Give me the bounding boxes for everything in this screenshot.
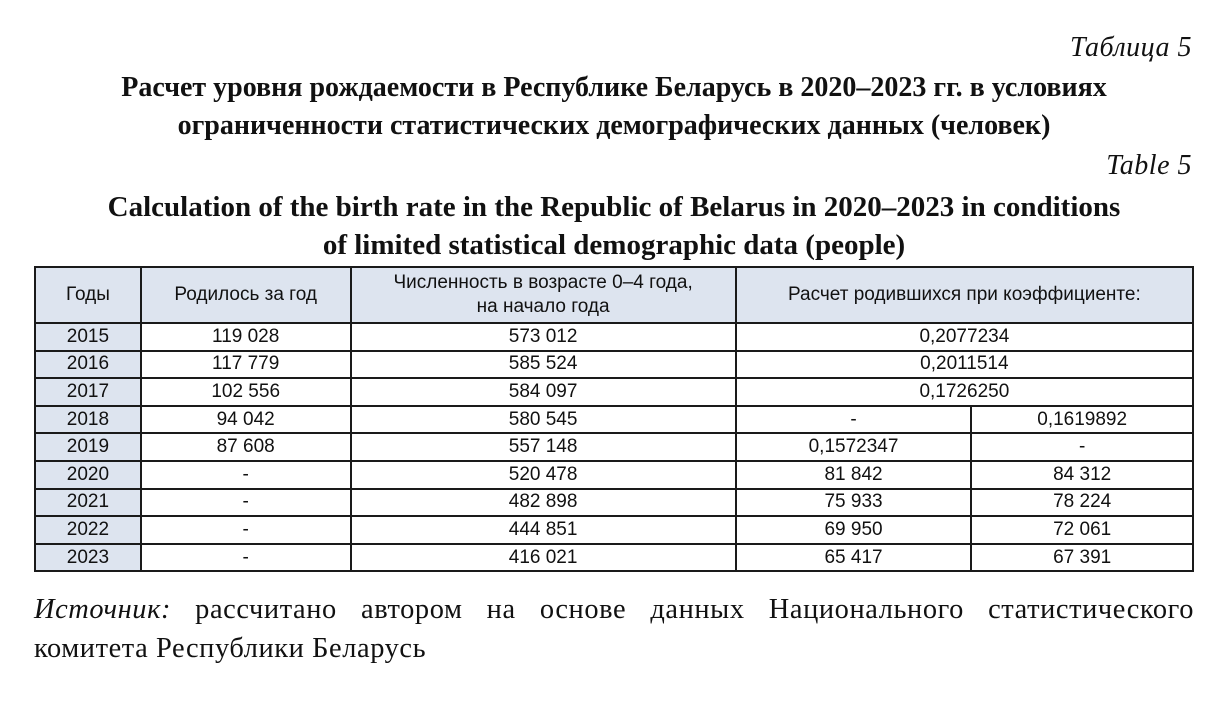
table-row [35,544,1193,572]
cell-year: 2015 [35,323,141,351]
table-header-row [35,267,1193,323]
cell-born: 102 556 [141,378,351,406]
table-row [35,378,1193,406]
cell-born: 119 028 [141,323,351,351]
header-years: Годы [35,267,141,323]
cell-year: 2022 [35,516,141,544]
table-title-ru-line1: Расчет уровня рождаемости в Республике Беларусь в 2020–2023 гг. в условиях [121,72,1107,103]
cell-population: 416 021 [351,544,736,572]
cell-coefficient: 0,1726250 [736,378,1193,406]
cell-population: 585 524 [351,351,736,379]
table-title-ru [20,69,1208,145]
cell-year: 2016 [35,351,141,379]
cell-year: 2023 [35,544,141,572]
cell-born: - [141,489,351,517]
cell-coefficient: 0,2077234 [736,323,1193,351]
cell-calc-a: 81 842 [736,461,972,489]
table-row [35,351,1193,379]
birth-rate-table [34,266,1194,572]
cell-born: 87 608 [141,433,351,461]
table-title-en-line1: Calculation of the birth rate in the Republic of Belarus in 2020–2023 in conditions [107,191,1121,223]
cell-population: 580 545 [351,406,736,434]
cell-calc-b: 72 061 [971,516,1193,544]
cell-calc-b: 84 312 [971,461,1193,489]
table-row [35,433,1193,461]
table-label-en: Table 5 [1106,150,1192,181]
cell-calc-b: 67 391 [971,544,1193,572]
header-born: Родилось за год [141,267,351,323]
cell-calc-b: 0,1619892 [971,406,1193,434]
cell-population: 557 148 [351,433,736,461]
source-text: рассчитано автором на основе данных Национального статистического комитета Республики Беларусь [34,594,1194,664]
cell-coefficient: 0,2011514 [736,351,1193,379]
cell-born: - [141,516,351,544]
cell-population: 584 097 [351,378,736,406]
cell-year: 2018 [35,406,141,434]
header-population-line2: на начало года [476,296,610,317]
cell-born: - [141,544,351,572]
table-label-ru: Таблица 5 [1070,32,1192,63]
cell-calc-a: 0,1572347 [736,433,972,461]
table-row [35,516,1193,544]
cell-population: 444 851 [351,516,736,544]
cell-year: 2017 [35,378,141,406]
table-row [35,323,1193,351]
cell-calc-b: - [971,433,1193,461]
table-row [35,489,1193,517]
header-calc: Расчет родившихся при коэффициенте: [736,267,1193,323]
cell-population: 520 478 [351,461,736,489]
table-row [35,461,1193,489]
cell-calc-b: 78 224 [971,489,1193,517]
source-note [34,590,1194,668]
table-row [35,406,1193,434]
cell-year: 2020 [35,461,141,489]
table-title-ru-line2: ограниченности статистических демографических данных (человек) [177,110,1051,141]
cell-born: - [141,461,351,489]
cell-calc-a: 75 933 [736,489,972,517]
table-title-en [20,188,1208,264]
header-population-line1: Численность в возрасте 0–4 года, [393,272,693,293]
cell-year: 2019 [35,433,141,461]
table-title-en-line2: of limited statistical demographic data (people) [322,229,906,261]
cell-population: 482 898 [351,489,736,517]
cell-year: 2021 [35,489,141,517]
table-body [35,323,1193,571]
source-label: Источник: [34,594,172,625]
cell-born: 117 779 [141,351,351,379]
header-population [351,267,736,323]
cell-population: 573 012 [351,323,736,351]
cell-calc-a: 69 950 [736,516,972,544]
cell-calc-a: - [736,406,972,434]
cell-calc-a: 65 417 [736,544,972,572]
cell-born: 94 042 [141,406,351,434]
